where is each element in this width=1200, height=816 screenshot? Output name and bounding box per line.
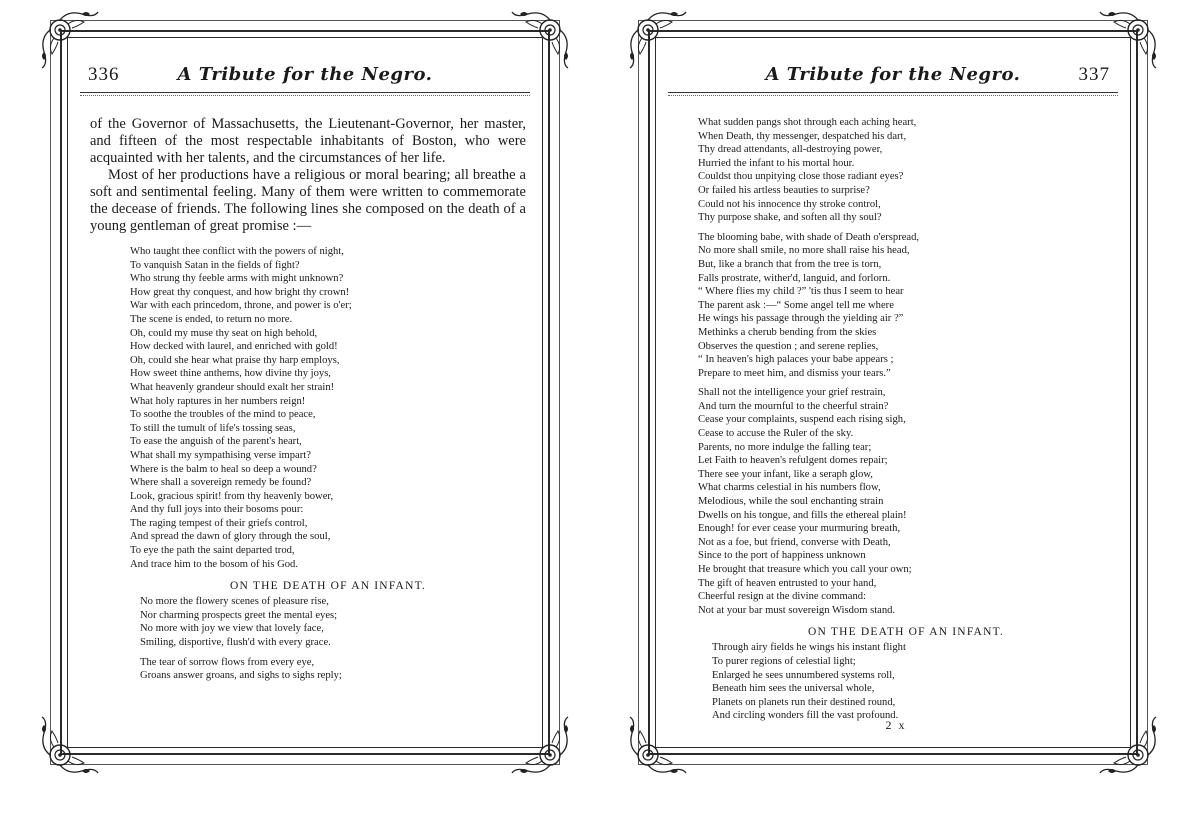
poem-line: To purer regions of celestial light; bbox=[712, 655, 856, 667]
poem-line: To soothe the troubles of the mind to peace, bbox=[130, 409, 316, 421]
poem-line: Could not his innocence thy stroke control, bbox=[698, 198, 881, 210]
poem-line: Nor charming prospects greet the mental eyes; bbox=[140, 609, 338, 621]
poem-line: Prepare to meet him, and dismiss your tears.” bbox=[698, 367, 891, 379]
poem-line: Or failed his artless beauties to surprise? bbox=[698, 184, 870, 196]
poem-line: Look, gracious spirit! from thy heavenly bower, bbox=[130, 490, 334, 502]
poem-line: And thy full joys into their bosoms pour: bbox=[130, 504, 304, 516]
section-heading: ON THE DEATH OF AN INFANT. bbox=[229, 580, 427, 593]
poem-line: Observes the question ; and serene replies, bbox=[698, 340, 879, 352]
poem-line: How decked with laurel, and enriched with gold! bbox=[130, 341, 338, 353]
poem-line: What heavenly grandeur should exalt her strain! bbox=[130, 381, 335, 393]
running-title: A Tribute for the Negro. bbox=[765, 64, 1021, 85]
signature-mark: 2 x bbox=[885, 718, 907, 732]
poem-line: Enough! for ever cease your murmuring breath, bbox=[698, 523, 901, 535]
poem-line: What sudden pangs shot through each aching heart, bbox=[698, 117, 917, 128]
poem-line: The parent ask :—“ Some angel tell me where bbox=[698, 299, 894, 311]
running-title: A Tribute for the Negro. bbox=[177, 64, 433, 85]
page-number: 336 bbox=[88, 64, 120, 85]
poem-line: The scene is ended, to return no more. bbox=[130, 313, 293, 325]
poem-line: He brought that treasure which you call your own; bbox=[698, 564, 912, 575]
page-number: 337 bbox=[1078, 64, 1110, 85]
poem-infant-stanza bbox=[140, 595, 526, 683]
poem-line: To vanquish Satan in the fields of fight? bbox=[130, 259, 300, 271]
poem-line: Planets on planets run their destined round, bbox=[712, 696, 896, 708]
poem-line: Who taught thee conflict with the powers of night, bbox=[130, 246, 344, 257]
poem-line: The blooming babe, with shade of Death o'erspread, bbox=[698, 231, 920, 243]
poem-line: He wings his passage through the yielding air ?” bbox=[698, 313, 904, 325]
poem-infant-continued bbox=[698, 116, 1114, 617]
poem-line: But, like a branch that from the tree is torn, bbox=[698, 258, 882, 270]
poem-line: And trace him to the bosom of his God. bbox=[130, 558, 299, 570]
poem-infant-stanza bbox=[712, 641, 1114, 723]
prose-paragraph: of the Governor of Massachusetts, the Lieutenant-Governor, her master, and fifteen of the most respectable inhabitants of Boston, who were acquainted with her talents, and the circumstances of her life. bbox=[90, 116, 526, 166]
poem-line: The gift of heaven entrusted to your hand, bbox=[698, 577, 877, 589]
poem-line: Who strung thy feeble arms with might unknown? bbox=[130, 273, 344, 285]
poem-line: There see your infant, like a seraph glow, bbox=[698, 468, 873, 480]
prose-paragraph: Most of her productions have a religious or moral bearing; all breathe a soft and sentimental feeling. Many of them were written to commemorate the decease of friends. The following lines she composed on the death of a young gentleman of great promise :— bbox=[90, 167, 526, 234]
page-header bbox=[80, 58, 530, 93]
poem-line: Enlarged he sees unnumbered systems roll, bbox=[712, 669, 895, 681]
poem-line: Shall not the intelligence your grief restrain, bbox=[698, 387, 886, 399]
poem-line: Parents, no more indulge the falling tear; bbox=[698, 441, 872, 453]
section-heading: ON THE DEATH OF AN INFANT. bbox=[807, 626, 1005, 639]
poem-line: War with each princedom, throne, and power is o'er; bbox=[130, 300, 352, 312]
poem-line: Let Faith to heaven's refulgent domes repair; bbox=[698, 455, 888, 467]
poem-line: Since to the port of happiness unknown bbox=[698, 550, 866, 562]
poem-line: Where is the balm to heal so deep a wound? bbox=[130, 463, 317, 475]
poem-line: Not at your bar must sovereign Wisdom stand. bbox=[698, 604, 896, 616]
left-page bbox=[60, 30, 550, 755]
right-page bbox=[648, 30, 1138, 755]
prose-block bbox=[90, 116, 526, 235]
poem-line: Dwells on his tongue, and fills the ethereal plain! bbox=[698, 509, 907, 521]
poem-line: Oh, could my muse thy seat on high behold, bbox=[130, 327, 318, 339]
poem-line: What charms celestial in his numbers flow, bbox=[698, 482, 881, 494]
poem-line: Melodious, while the soul enchanting strain bbox=[698, 496, 884, 508]
poem-line: And spread the dawn of glory through the soul, bbox=[130, 531, 331, 543]
poem-line: Where shall a sovereign remedy be found? bbox=[130, 477, 312, 489]
poem-line: What holy raptures in her numbers reign! bbox=[130, 395, 306, 407]
poem-line: Thy dread attendants, all-destroying power, bbox=[698, 144, 883, 156]
poem-line: Couldst thou unpitying close those radiant eyes? bbox=[698, 171, 904, 183]
poem-line: Cheerful resign at the divine command: bbox=[698, 591, 866, 603]
page-content bbox=[678, 116, 1114, 735]
poem-line: No more shall smile, no more shall raise his head, bbox=[698, 245, 910, 257]
poem-line: To eye the path the saint departed trod, bbox=[130, 545, 295, 557]
poem-line: Beneath him sees the universal whole, bbox=[712, 683, 875, 695]
poem-line: Through airy fields he wings his instant flight bbox=[712, 642, 906, 654]
poem-line: “ Where flies my child ?” 'tis thus I seem to hear bbox=[698, 286, 904, 298]
poem-line: To still the tumult of life's tossing seas, bbox=[130, 422, 296, 434]
poem-line: Oh, could she hear what praise thy harp employs, bbox=[130, 354, 340, 366]
poem-line: No more the flowery scenes of pleasure rise, bbox=[140, 596, 329, 608]
poem-line: Groans answer groans, and sighs to sighs reply; bbox=[140, 670, 342, 682]
poem-line: And turn the mournful to the cheerful strain? bbox=[698, 400, 889, 412]
poem-line: What shall my sympathising verse impart? bbox=[130, 449, 311, 461]
poem-line: When Death, thy messenger, despatched his dart, bbox=[698, 130, 907, 142]
poem-line: Hurried the infant to his mortal hour. bbox=[698, 157, 855, 169]
poem-line: The raging tempest of their griefs control, bbox=[130, 517, 308, 529]
poem-line: Methinks a cherub bending from the skies bbox=[698, 326, 877, 338]
poem-line: “ In heaven's high palaces your babe appears ; bbox=[698, 354, 894, 366]
poem-line: No more with joy we view that lovely face, bbox=[140, 623, 324, 635]
poem-line: To ease the anguish of the parent's heart, bbox=[130, 436, 302, 448]
page-content bbox=[90, 116, 526, 735]
poem-line: Smiling, disportive, flush'd with every grace. bbox=[140, 637, 331, 649]
poem-line: Cease your complaints, suspend each rising sigh, bbox=[698, 414, 906, 426]
poem-line: How sweet thine anthems, how divine thy joys, bbox=[130, 368, 331, 380]
poem-line: Not as a foe, but friend, converse with Death, bbox=[698, 536, 891, 548]
poem-line: How great thy conquest, and how bright thy crown! bbox=[130, 286, 350, 298]
poem-line: Cease to accuse the Ruler of the sky. bbox=[698, 428, 854, 440]
poem-line: The tear of sorrow flows from every eye, bbox=[140, 656, 315, 668]
poem-line: And circling wonders fill the vast profound. bbox=[712, 710, 899, 722]
poem-elegy bbox=[130, 245, 526, 571]
poem-line: Falls prostrate, wither'd, languid, and forlorn. bbox=[698, 272, 891, 284]
page-header bbox=[668, 58, 1118, 93]
poem-line: Thy purpose shake, and soften all thy soul? bbox=[698, 212, 882, 224]
